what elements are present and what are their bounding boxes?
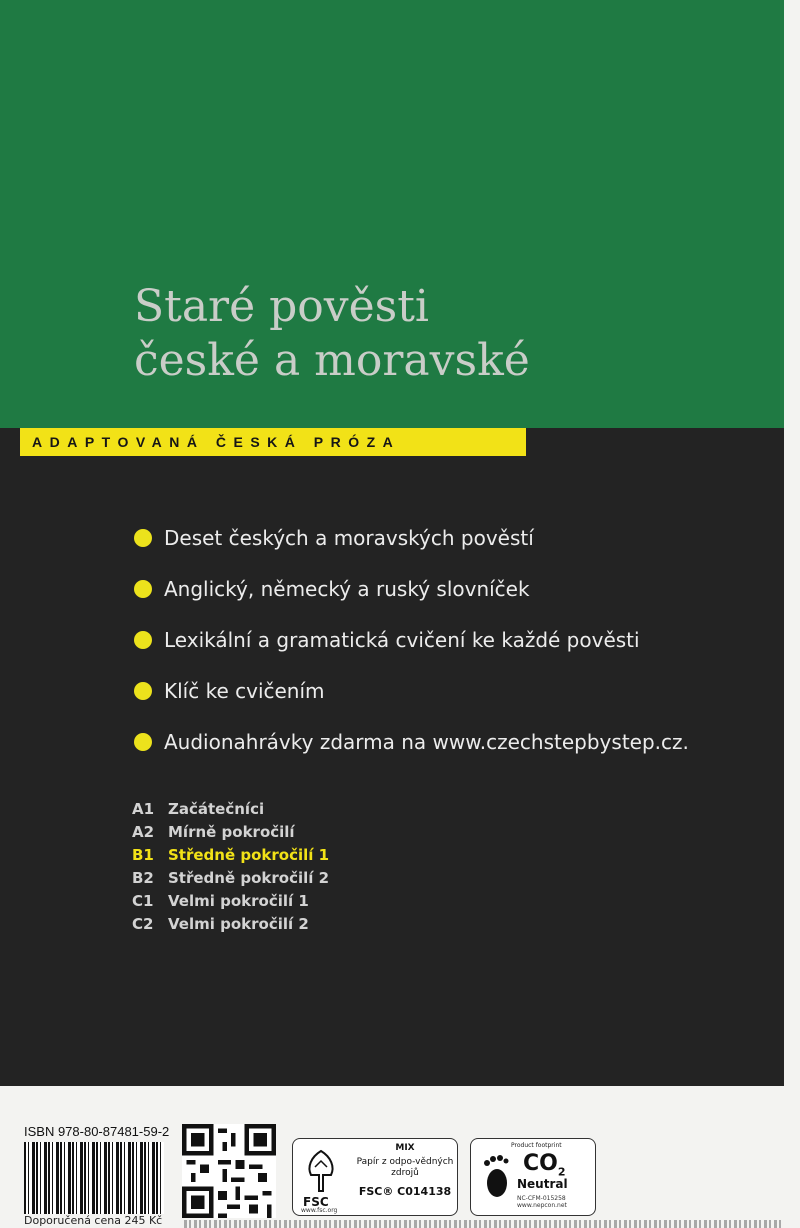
fsc-tree-icon <box>301 1147 341 1197</box>
level-code: A2 <box>132 823 155 841</box>
fsc-code: FSC® C014138 <box>358 1185 452 1198</box>
barcode-icon <box>24 1142 164 1214</box>
book-title <box>134 280 530 388</box>
co2-main-text: CO <box>523 1151 558 1176</box>
feature-text: Lexikální a gramatická cvičení ke každé pověsti <box>164 627 640 652</box>
fsc-mix: MIX <box>395 1143 415 1153</box>
co2-neutral-badge <box>470 1138 596 1216</box>
level-code: B2 <box>132 869 154 887</box>
title-line-1: Staré pověsti <box>134 281 430 332</box>
level-list <box>132 798 329 936</box>
level-item <box>132 867 329 890</box>
co2-code <box>517 1195 567 1209</box>
fsc-name: FSC <box>303 1195 329 1209</box>
feature-list <box>134 512 689 767</box>
bullet-dot-icon <box>134 631 152 649</box>
level-item <box>132 821 329 844</box>
level-label: Středně pokročilí 2 <box>168 869 330 887</box>
level-label: Mírně pokročilí <box>168 823 295 841</box>
isbn-text: ISBN 978-80-87481-59-2 <box>24 1124 170 1139</box>
level-label: Velmi pokročilí 2 <box>168 915 309 933</box>
feature-item <box>134 512 689 563</box>
level-item <box>132 890 329 913</box>
co2-code-2: www.nepcon.net <box>517 1202 567 1209</box>
fsc-url: www.fsc.org <box>301 1207 338 1214</box>
level-label: Středně pokročilí 1 <box>168 846 330 864</box>
feature-text: Klíč ke cvičením <box>164 678 325 703</box>
level-code: C1 <box>132 892 154 910</box>
feature-item <box>134 716 689 767</box>
co2-code-1: NC-CFM-015258 <box>517 1195 566 1202</box>
qr-code-icon <box>182 1124 276 1218</box>
title-line-2: české a moravské <box>134 335 530 386</box>
bullet-dot-icon <box>134 580 152 598</box>
fsc-text: Papír z odpo-vědných zdrojů <box>356 1157 454 1178</box>
co2-main <box>523 1151 566 1178</box>
level-code: B1 <box>132 846 154 864</box>
feature-text: Deset českých a moravských pověstí <box>164 525 534 550</box>
fine-print-strip <box>184 1220 784 1228</box>
level-code: C2 <box>132 915 154 933</box>
level-label: Velmi pokročilí 1 <box>168 892 309 910</box>
feature-text: Audionahrávky zdarma na www.czechstepbystep.cz. <box>164 729 689 754</box>
feature-text: Anglický, německý a ruský slovníček <box>164 576 530 601</box>
level-item <box>132 798 329 821</box>
co2-sub-text: 2 <box>557 1165 566 1179</box>
level-label: Začátečníci <box>168 800 265 818</box>
fsc-certification-badge <box>292 1138 458 1216</box>
footprint-icon <box>479 1153 515 1201</box>
series-band: ADAPTOVANÁ ČESKÁ PRÓZA <box>20 428 526 456</box>
level-item <box>132 913 329 936</box>
bullet-dot-icon <box>134 682 152 700</box>
level-code: A1 <box>132 800 155 818</box>
price-text: Doporučená cena 245 Kč <box>24 1214 163 1227</box>
bullet-dot-icon <box>134 733 152 751</box>
bullet-dot-icon <box>134 529 152 547</box>
level-item-highlighted <box>132 844 329 867</box>
feature-item <box>134 563 689 614</box>
co2-neutral: Neutral <box>517 1177 568 1191</box>
feature-item <box>134 665 689 716</box>
right-edge-strip <box>784 0 800 1228</box>
co2-label: Product footprint <box>511 1142 562 1149</box>
feature-item <box>134 614 689 665</box>
